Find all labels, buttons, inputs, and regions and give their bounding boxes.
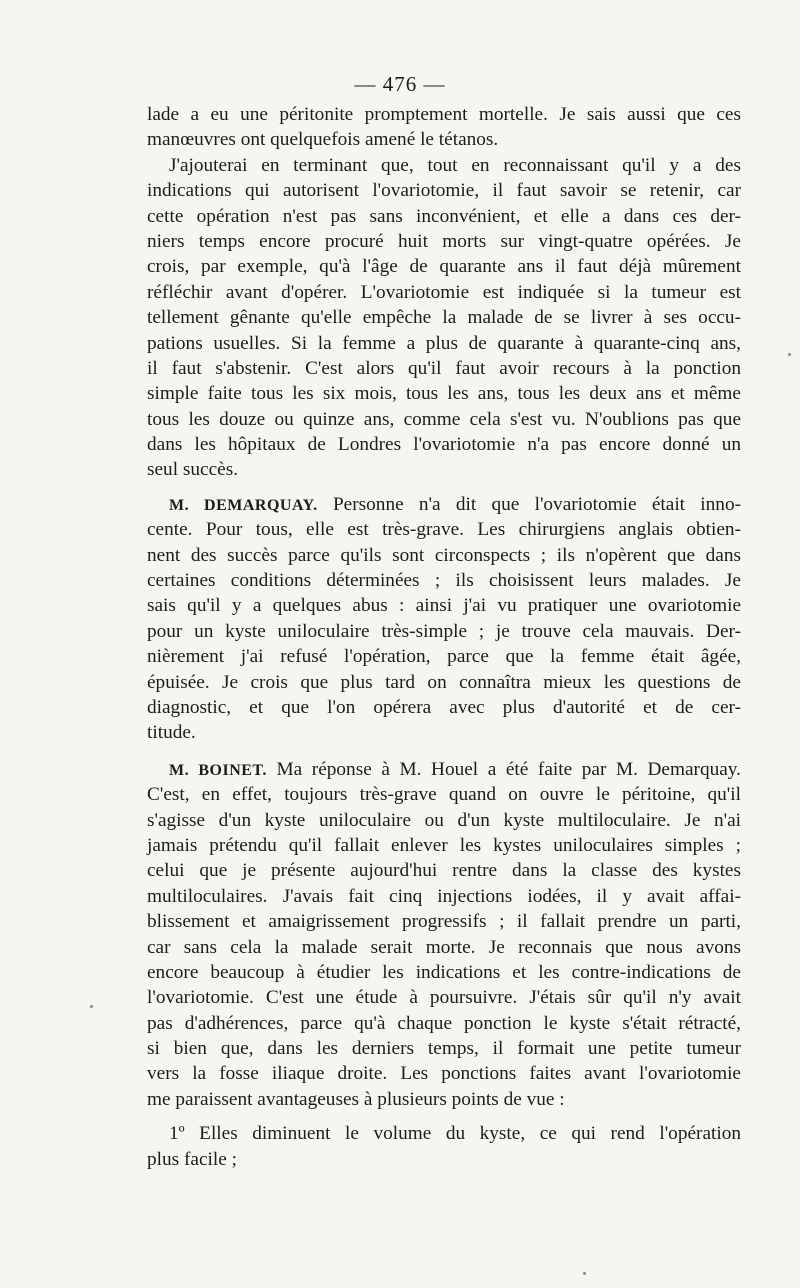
text-line: 1º Elles diminuent le volume du kyste, ce qui rend l'opération	[169, 1123, 741, 1145]
speaker-text: Personne n'a dit que l'ovariotomie était inno-	[332, 493, 742, 515]
text-line: s'agisse d'un kyste uniloculaire ou d'un kyste multiloculaire. Je n'ai	[147, 809, 741, 831]
speaker-name: M. DEMARQUAY.	[169, 496, 318, 514]
text-line: nent des succès parce qu'ils sont circonspects ; ils n'opèrent que dans	[147, 544, 741, 566]
text-line: me paraissent avantageuses à plusieurs points de vue :	[147, 1088, 565, 1110]
text-line: indications qui autorisent l'ovariotomie, il faut savoir se retenir, car	[147, 180, 741, 202]
paragraph-point-1	[147, 1121, 741, 1172]
text-line: pour un kyste uniloculaire très-simple ; je trouve cela mauvais. Der-	[147, 620, 741, 642]
text-line: sais qu'il y a quelques abus : ainsi j'ai vu pratiquer une ovariotomie	[147, 595, 741, 617]
text-line: nièrement j'ai refusé l'opération, parce que la femme était âgée,	[147, 646, 741, 668]
text-line: tous les douze ou quinze ans, comme cela s'est vu. N'oublions pas que	[147, 408, 741, 430]
text-line: tellement gênante qu'elle empêche la malade de se livrer à ses occu-	[147, 307, 741, 329]
text-line: l'ovariotomie. C'est une étude à poursuivre. J'étais sûr qu'il n'y avait	[147, 987, 741, 1009]
scan-speck	[583, 1272, 586, 1275]
text-line: simple faite tous les six mois, tous les ans, tous les deux ans et même	[147, 383, 741, 405]
speaker-text: Ma réponse à M. Houel a été faite par M. Demarquay.	[276, 758, 742, 780]
text-line	[147, 492, 741, 517]
text-line: titude.	[147, 722, 196, 744]
paragraph-ovariotomie-indications	[147, 153, 741, 483]
text-line: encore beaucoup à étudier les indications et les contre-indications de	[147, 961, 741, 983]
text-line: épuisée. Je crois que plus tard on connaîtra mieux les questions de	[147, 671, 741, 693]
text-line: jamais prétendu qu'il fallait enlever les kystes uniloculaires simples ;	[147, 834, 741, 856]
text-line: seul succès.	[147, 459, 239, 481]
text-line: dans les hôpitaux de Londres l'ovariotomie n'a pas encore donné un	[147, 434, 741, 456]
paragraph-boinet	[147, 757, 741, 1112]
text-line: niers temps encore procuré huit morts sur vingt-quatre opérées. Je	[147, 230, 741, 252]
text-line: plus facile ;	[147, 1148, 237, 1170]
scan-speck	[788, 353, 791, 356]
text-line: certaines conditions déterminées ; ils choisissent leurs malades. Je	[147, 570, 741, 592]
text-line: manœuvres ont quelquefois amené le tétanos.	[147, 129, 499, 151]
text-line: diagnostic, et que l'on opérera avec plus d'autorité et de cer-	[147, 696, 741, 718]
text-line: crois, par exemple, qu'à l'âge de quarante ans il faut déjà mûrement	[147, 256, 741, 278]
text-line: réfléchir avant d'opérer. L'ovariotomie est indiquée si la tumeur est	[147, 281, 741, 303]
text-line: multiloculaires. J'avais fait cinq injections iodées, il y avait affai-	[147, 885, 741, 907]
text-line: cette opération n'est pas sans inconvénient, et elle a dans ces der-	[147, 205, 741, 227]
text-line: blissement et amaigrissement progressifs ; il fallait prendre un parti,	[147, 911, 741, 933]
text-line: cente. Pour tous, elle est très-grave. Les chirurgiens anglais obtien-	[147, 519, 741, 541]
text-line: pas d'adhérences, parce qu'à chaque ponction le kyste s'était rétracté,	[147, 1012, 741, 1034]
paragraph-continuation	[147, 102, 741, 153]
text-line: celui que je présente aujourd'hui rentre dans la classe des kystes	[147, 860, 741, 882]
text-line: vers la fosse iliaque droite. Les ponctions faites avant l'ovariotomie	[147, 1063, 741, 1085]
body-text	[147, 102, 741, 1172]
text-line: C'est, en effet, toujours très-grave quand on ouvre le péritoine, qu'il	[147, 784, 741, 806]
scan-speck	[90, 1005, 93, 1008]
text-line: lade a eu une péritonite promptement mortelle. Je sais aussi que ces	[147, 104, 741, 125]
text-line: si bien que, dans les derniers temps, il formait une petite tumeur	[147, 1038, 741, 1060]
text-line: J'ajouterai en terminant que, tout en reconnaissant qu'il y a des	[169, 154, 741, 176]
page-number: — 476 —	[354, 72, 446, 96]
paragraph-demarquay	[147, 492, 741, 746]
text-line: il faut s'abstenir. C'est alors qu'il faut avoir recours à la ponction	[147, 357, 741, 379]
text-line: pations usuelles. Si la femme a plus de quarante à quarante-cinq ans,	[147, 332, 741, 354]
speaker-name: M. BOINET.	[169, 761, 267, 779]
text-line: car sans cela la malade serait morte. Je reconnais que nous avons	[147, 936, 741, 958]
text-line	[147, 757, 741, 782]
